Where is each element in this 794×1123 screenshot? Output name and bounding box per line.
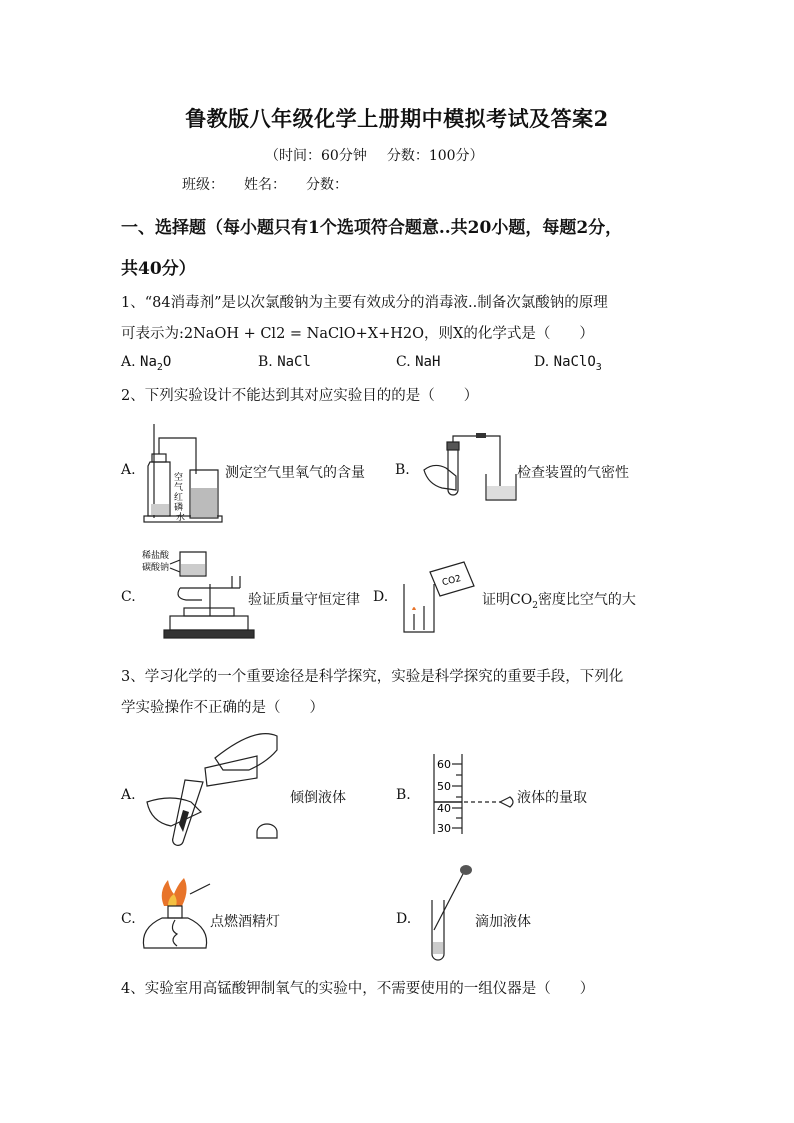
fig-label-sodium-carbonate: 碳酸钠 bbox=[142, 563, 170, 573]
dropper-figure bbox=[424, 864, 474, 964]
q2-option-d-text: 证明$CO_2$密度比空气的大 bbox=[482, 592, 636, 611]
q2-option-b-text: 检查装置的气密性 bbox=[517, 465, 629, 481]
q3-stem-line2: 学实验操作不正确的是（ ） bbox=[121, 700, 324, 716]
scale-label-30: 30 bbox=[437, 822, 451, 835]
pouring-liquid-figure bbox=[145, 728, 285, 854]
q1-option-d: D. NaClO$_3$ bbox=[534, 354, 602, 373]
q2-option-c-text: 验证质量守恒定律 bbox=[248, 592, 360, 608]
section-heading-line2: 共40分） bbox=[121, 259, 196, 279]
scale-label-40: 40 bbox=[437, 802, 451, 815]
graduated-cylinder-figure bbox=[430, 752, 520, 836]
fig-label-co2: CO2 bbox=[441, 573, 463, 589]
q2-stem: 2、下列实验设计不能达到其对应实验目的的是（ ） bbox=[121, 388, 479, 404]
q1-option-a: A. $Na_2O$ bbox=[121, 354, 172, 373]
q3-option-d-text: 滴加液体 bbox=[475, 914, 531, 930]
q3-option-c-text: 点燃酒精灯 bbox=[210, 914, 280, 930]
airtightness-check-figure bbox=[420, 430, 520, 506]
q2-option-d-letter: D. bbox=[373, 589, 389, 605]
score-label: 分数： bbox=[306, 177, 348, 193]
name-label: 姓名： bbox=[244, 177, 286, 193]
q2-option-a-text: 测定空气里氧气的含量 bbox=[225, 465, 365, 481]
q4-stem: 4、实验室用高锰酸钾制氧气的实验中，不需要使用的一组仪器是（ ） bbox=[121, 981, 595, 997]
q2-option-b-letter: B. bbox=[395, 462, 410, 478]
q3-option-a-letter: A. bbox=[121, 787, 136, 803]
fig-label-water: 水 bbox=[176, 513, 186, 523]
time-info: （时间：60分钟 bbox=[265, 148, 367, 164]
exam-info bbox=[265, 145, 484, 165]
fig-label-air: 空 bbox=[174, 473, 184, 483]
fig-label-gas: 气 bbox=[174, 483, 184, 493]
q3-option-b-text: 液体的量取 bbox=[517, 790, 587, 806]
section-heading-line1: 一、选择题（每小题只有1个选项符合题意..共20小题，每题2分， bbox=[121, 218, 623, 238]
q2-option-a-letter: A. bbox=[121, 462, 136, 478]
q3-stem-line1: 3、学习化学的一个重要途径是科学探究，实验是科学探究的重要手段，下列化 bbox=[121, 669, 624, 685]
alcohol-lamp-figure bbox=[140, 876, 212, 962]
scale-label-60: 60 bbox=[437, 758, 451, 771]
fig-label-phosphorus: 磷 bbox=[174, 503, 184, 513]
student-info bbox=[182, 174, 368, 194]
q2-option-c-letter: C. bbox=[121, 589, 136, 605]
scale-label-50: 50 bbox=[437, 780, 451, 793]
fig-label-hcl: 稀盐酸 bbox=[142, 551, 170, 561]
q3-option-b-letter: B. bbox=[396, 787, 411, 803]
fig-label-red: 红 bbox=[174, 493, 184, 503]
q3-option-d-letter: D. bbox=[396, 911, 412, 927]
q1-stem-line2: 可表示为:2NaOH + Cl2 = NaClO+X+H2O，则X的化学式是（ ） bbox=[121, 326, 594, 342]
q1-option-c: C. NaH bbox=[396, 354, 441, 370]
q1-option-b: B. NaCl bbox=[258, 354, 311, 370]
q1-stem-line1: 1、“84消毒剂”是以次氯酸钠为主要有效成分的消毒液..制备次氯酸钠的原理 bbox=[121, 295, 608, 311]
document-title: 鲁教版八年级化学上册期中模拟考试及答案2 bbox=[185, 106, 609, 131]
co2-density-figure bbox=[398, 554, 488, 640]
oxygen-content-apparatus-figure bbox=[138, 418, 224, 526]
q3-option-a-text: 倾倒液体 bbox=[290, 790, 346, 806]
q3-option-c-letter: C. bbox=[121, 911, 136, 927]
score-info: 分数：100分） bbox=[386, 148, 484, 164]
mass-conservation-figure bbox=[140, 546, 250, 642]
class-label: 班级： bbox=[182, 177, 224, 193]
